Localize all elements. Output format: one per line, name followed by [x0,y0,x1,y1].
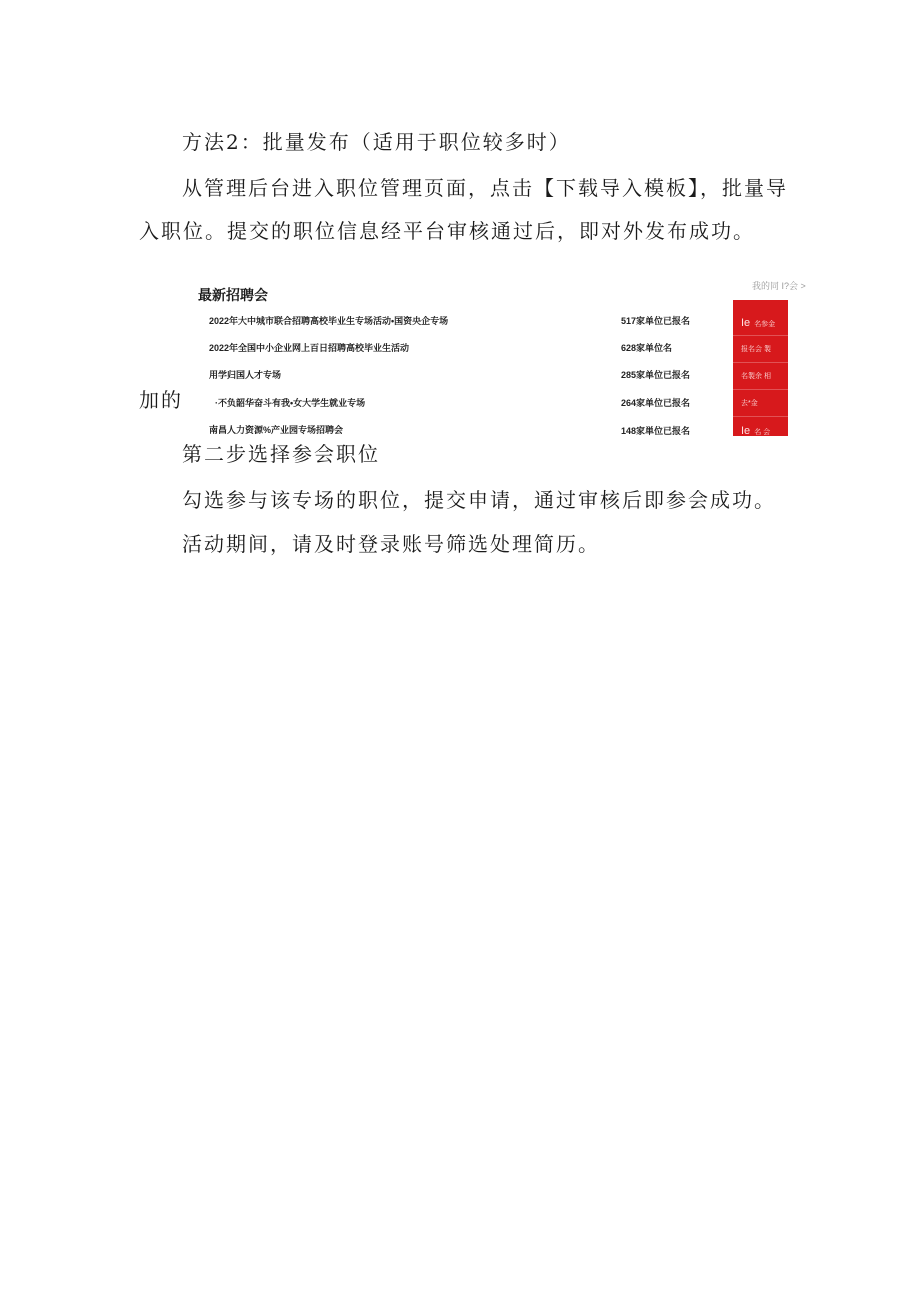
batch-instruction-line1: 从管理后台进入职位管理页面，点击【下载导入模板】，批量导 [182,176,788,200]
fair-name-3[interactable]: 用学归国人才专场 [209,370,282,380]
signup-button-5-mark: Ie [741,425,751,436]
signup-button-3[interactable] [733,364,788,390]
signup-button-2-label: 报名会 製 [741,346,771,353]
signup-button-1-label: 名参金 [754,321,776,328]
fair-count-5: 148家単位已报名 [621,426,691,436]
fair-count-1: 517家单位已报名 [621,316,691,326]
fair-name-4[interactable]: ·不负韶华奋斗有我•女大学生就业专场 [215,398,366,408]
latest-fairs-title: 最新招聘会 [198,287,268,303]
signup-button-5[interactable] [733,418,788,436]
signup-button-2[interactable] [733,337,788,363]
fair-count-2: 628家单位名 [621,343,673,353]
my-fairs-link[interactable]: 我的同 I?会 > [752,281,806,291]
add-prefix-text: 加的 [139,388,183,412]
fair-count-3: 285家单位已报名 [621,370,691,380]
fair-count-4: 264家单位已报名 [621,398,691,408]
signup-button-4-label: 去*金 [741,400,758,407]
activity-period-text: 活动期间，请及时登录账号筛选处理简历。 [182,532,600,556]
signup-button-1[interactable] [733,310,788,336]
signup-button-4[interactable] [733,391,788,417]
signup-button-column [733,300,788,436]
fair-name-1[interactable]: 2022年大中城市联合招聘高校毕业生专场活动•国资央企专场 [209,316,449,326]
check-positions-text: 勾选参与该专场的职位，提交申请，通过审核后即参会成功。 [182,488,776,512]
fair-name-5[interactable]: 南昌人力资源%产业园专场招聘会 [209,425,344,435]
method2-heading: 方法2：批量发布（适用于职位较多时） [182,130,571,154]
signup-button-1-mark: Ie [741,317,751,329]
fair-name-2[interactable]: 2022年全国中小企业网上百日招聘高校毕业生活动 [209,343,410,353]
batch-instruction-line2: 入职位。提交的职位信息经平台审核通过后，即对外发布成功。 [139,219,755,243]
signup-button-3-label: 名製余 相 [741,373,771,380]
step2-heading: 第二步选择参会职位 [182,442,380,466]
signup-button-5-label: 名 会 [754,429,771,436]
